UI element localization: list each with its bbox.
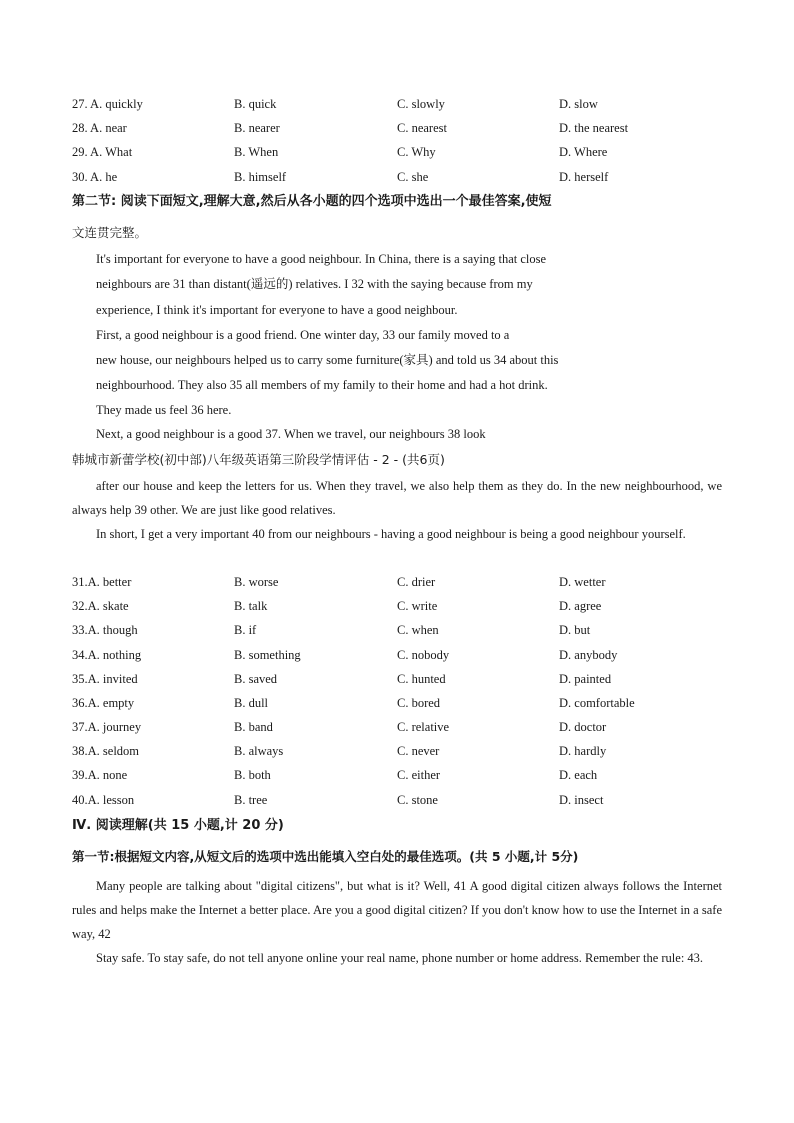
passage-paragraph: Many people are talking about "digital citizens", but what is it? Well, 41 A good digital citizen always follows the Internet rules and helps make the Internet a better place. Are you a good digital citizen? If you don't know how to use the Internet in a safe way, 42 <box>72 879 722 941</box>
question-row <box>72 791 732 809</box>
option-c: C. relative <box>397 720 450 734</box>
option-c: C. bored <box>397 696 441 710</box>
option-c: C. drier <box>397 575 436 589</box>
passage-paragraph: after our house and keep the letters for us. When they travel, we also help them as they do. In the new neighbourhood, we always help 39 other. We are just like good relatives. <box>72 479 722 517</box>
option-a: 36.A. empty <box>72 696 135 710</box>
section-heading-continued: 文连贯完整。 <box>72 225 148 240</box>
passage-line: Next, a good neighbour is a good 37. When we travel, our neighbours 38 look <box>96 427 486 441</box>
option-b: B. talk <box>234 599 268 613</box>
option-c: C. slowly <box>397 97 445 111</box>
option-d: D. comfortable <box>559 696 635 710</box>
question-row <box>72 742 732 760</box>
passage-line: neighbours are 31 than distant(遥远的) relatives. I 32 with the saying because from my <box>96 277 533 291</box>
question-row <box>72 670 732 688</box>
passage-line: new house, our neighbours helped us to carry some furniture(家具) and told us 34 about this <box>96 353 559 367</box>
option-b: B. himself <box>234 170 287 184</box>
passage-line: They made us feel 36 here. <box>96 403 232 417</box>
option-a: 39.A. none <box>72 768 128 782</box>
section-heading: 第一节:根据短文内容,从短文后的选项中选出能填入空白处的最佳选项。(共 5 小题,计 5分) <box>72 849 579 864</box>
option-b: B. dull <box>234 696 269 710</box>
question-row <box>72 143 732 161</box>
question-row <box>72 95 732 113</box>
question-row <box>72 718 732 736</box>
option-c: C. never <box>397 744 440 758</box>
option-c: C. stone <box>397 793 438 807</box>
option-b: B. saved <box>234 672 278 686</box>
option-d: D. but <box>559 623 591 637</box>
option-a: 37.A. journey <box>72 720 142 734</box>
option-c: C. nearest <box>397 121 447 135</box>
option-b: B. When <box>234 145 279 159</box>
option-b: B. if <box>234 623 257 637</box>
option-a: 38.A. seldom <box>72 744 140 758</box>
passage-line: It's important for everyone to have a good neighbour. In China, there is a saying that close <box>96 252 547 266</box>
option-a: 40.A. lesson <box>72 793 135 807</box>
option-c: C. write <box>397 599 438 613</box>
option-c: C. nobody <box>397 648 450 662</box>
question-row <box>72 766 732 784</box>
option-a: 34.A. nothing <box>72 648 142 662</box>
option-a: 27. A. quickly <box>72 97 143 111</box>
question-row <box>72 168 732 186</box>
option-a: 30. A. he <box>72 170 118 184</box>
option-c: C. she <box>397 170 429 184</box>
option-d: D. doctor <box>559 720 607 734</box>
option-d: D. hardly <box>559 744 607 758</box>
option-a: 35.A. invited <box>72 672 138 686</box>
option-d: D. insect <box>559 793 604 807</box>
option-b: B. nearer <box>234 121 280 135</box>
question-row <box>72 573 732 591</box>
question-row <box>72 621 732 639</box>
passage-line: experience, I think it's important for everyone to have a good neighbour. <box>96 303 458 317</box>
option-c: C. either <box>397 768 441 782</box>
option-a: 32.A. skate <box>72 599 129 613</box>
option-d: D. the nearest <box>559 121 629 135</box>
part-heading: Ⅳ. 阅读理解(共 15 小题,计 20 分) <box>72 818 284 833</box>
question-row <box>72 646 732 664</box>
passage-line: First, a good neighbour is a good friend. One winter day, 33 our family moved to a <box>96 328 510 342</box>
passage-line: neighbourhood. They also 35 all members of my family to their home and had a hot drink. <box>96 378 548 392</box>
option-c: C. when <box>397 623 439 637</box>
question-row <box>72 597 732 615</box>
option-d: D. anybody <box>559 648 618 662</box>
option-b: B. something <box>234 648 301 662</box>
option-d: D. painted <box>559 672 612 686</box>
option-a: 29. A. What <box>72 145 133 159</box>
option-b: B. tree <box>234 793 268 807</box>
option-b: B. always <box>234 744 284 758</box>
option-a: 28. A. near <box>72 121 127 135</box>
page-footer: 韩城市新蕾学校(初中部)八年级英语第三阶段学情评估 - 2 - (共6页) <box>72 452 445 467</box>
option-b: B. both <box>234 768 271 782</box>
option-d: D. Where <box>559 145 608 159</box>
option-b: B. band <box>234 720 273 734</box>
option-b: B. worse <box>234 575 279 589</box>
option-d: D. wetter <box>559 575 606 589</box>
option-c: C. hunted <box>397 672 446 686</box>
option-d: D. herself <box>559 170 609 184</box>
option-b: B. quick <box>234 97 277 111</box>
question-row <box>72 119 732 137</box>
option-a: 33.A. though <box>72 623 138 637</box>
question-row <box>72 694 732 712</box>
passage-paragraph: Stay safe. To stay safe, do not tell anyone online your real name, phone number or home address. Remember the rule: 43. <box>96 951 704 965</box>
option-d: D. each <box>559 768 598 782</box>
option-a: 31.A. better <box>72 575 132 589</box>
option-d: D. agree <box>559 599 602 613</box>
section-heading: 第二节: 阅读下面短文,理解大意,然后从各小题的四个选项中选出一个最佳答案,使短 <box>72 194 552 209</box>
option-d: D. slow <box>559 97 598 111</box>
passage-paragraph: In short, I get a very important 40 from our neighbours - having a good neighbour is being a good neighbour yourself. <box>96 527 686 541</box>
option-c: C. Why <box>397 145 436 159</box>
